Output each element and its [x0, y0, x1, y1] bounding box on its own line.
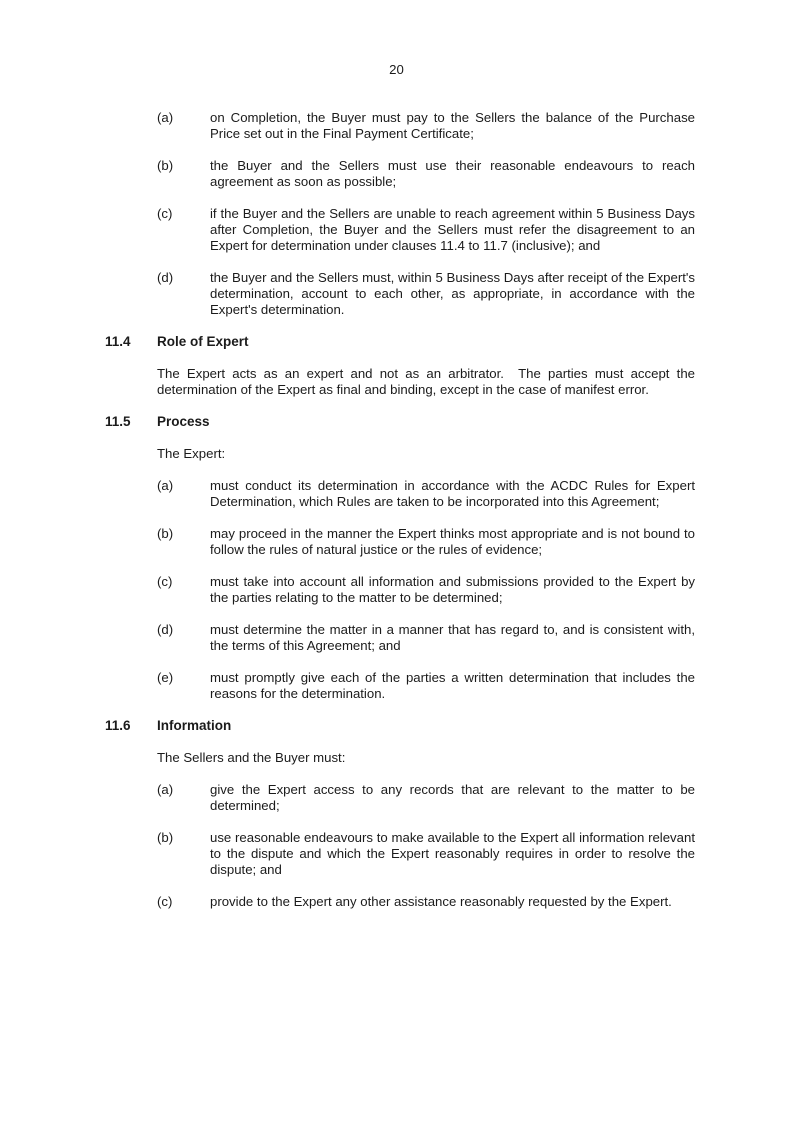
- section-list: [105, 478, 699, 702]
- list-item-text: give the Expert access to any records that are relevant to the matter to be determined;: [210, 782, 699, 813]
- list-item-text: may proceed in the manner the Expert thinks most appropriate and is not bound to follow the rules of natural justice or the rules of evidence;: [210, 526, 699, 557]
- section: [105, 414, 699, 702]
- list-item-text: the Buyer and the Sellers must, within 5 Business Days after receipt of the Expert's determination, account to each other, as appropriate, in accordance with the Expert's determination.: [210, 270, 699, 317]
- list-item: [157, 574, 699, 606]
- list-item-marker: (c): [157, 206, 173, 221]
- section-title: Role of Expert: [157, 334, 249, 349]
- section-number: 11.6: [105, 718, 131, 733]
- list-item-marker: (e): [157, 670, 174, 685]
- list-item: [157, 526, 699, 558]
- list-item: [157, 670, 699, 702]
- list-item: [157, 206, 699, 254]
- list-item: [157, 110, 699, 142]
- list-item: [157, 894, 695, 910]
- page-number: 20: [389, 62, 404, 77]
- section-heading: [105, 414, 695, 430]
- section-heading: [105, 334, 695, 350]
- list-item-text: provide to the Expert any other assistance reasonably requested by the Expert.: [210, 894, 672, 909]
- sections-container: [105, 334, 699, 910]
- section-paragraph: The Expert acts as an expert and not as an arbitrator. The parties must accept the determination of the Expert as final and binding, except in the case of manifest error.: [157, 366, 699, 397]
- list-item-marker: (d): [157, 270, 174, 285]
- list-item: [157, 830, 699, 878]
- list-item: [157, 270, 699, 318]
- intro-list: [105, 110, 699, 318]
- list-item-marker: (b): [157, 158, 174, 173]
- list-item-marker: (a): [157, 478, 174, 493]
- list-item-text: if the Buyer and the Sellers are unable to reach agreement within 5 Business Days after Completion, the Buyer and the Sellers must refer the disagreement to an Expert for determination under clauses 11.4 to 11.7 (inclusive); and: [210, 206, 699, 253]
- section-paragraph: The Expert:: [157, 446, 226, 461]
- section: [105, 334, 699, 398]
- section-title: Information: [157, 718, 232, 733]
- list-item-marker: (a): [157, 110, 174, 125]
- list-item-marker: (a): [157, 782, 174, 797]
- list-item-marker: (c): [157, 894, 173, 909]
- list-item: [157, 622, 699, 654]
- list-item-marker: (d): [157, 622, 174, 637]
- list-item: [157, 782, 699, 814]
- list-item-marker: (b): [157, 830, 174, 845]
- list-item-text: the Buyer and the Sellers must use their reasonable endeavours to reach agreement as soon as possible;: [210, 158, 699, 189]
- section-list: [105, 782, 699, 910]
- list-item-text: must promptly give each of the parties a written determination that includes the reasons for the determination.: [210, 670, 699, 701]
- list-item-text: must determine the matter in a manner that has regard to, and is consistent with, the terms of this Agreement; and: [210, 622, 699, 653]
- page-content: [105, 110, 699, 926]
- list-item: [157, 478, 699, 510]
- list-item-text: must take into account all information and submissions provided to the Expert by the parties relating to the matter to be determined;: [210, 574, 699, 605]
- section: [105, 718, 699, 910]
- list-item-text: on Completion, the Buyer must pay to the Sellers the balance of the Purchase Price set out in the Final Payment Certificate;: [210, 110, 699, 141]
- section-number: 11.4: [105, 334, 131, 349]
- section-heading: [105, 718, 695, 734]
- list-item-marker: (b): [157, 526, 174, 541]
- section-paragraph: The Sellers and the Buyer must:: [157, 750, 346, 765]
- section-number: 11.5: [105, 414, 131, 429]
- list-item-text: must conduct its determination in accordance with the ACDC Rules for Expert Determination, which Rules are taken to be incorporated into this Agreement;: [210, 478, 699, 509]
- section-title: Process: [157, 414, 210, 429]
- list-item-marker: (c): [157, 574, 173, 589]
- list-item-text: use reasonable endeavours to make available to the Expert all information relevant to the dispute and which the Expert reasonably requires in order to resolve the dispute; and: [210, 830, 699, 877]
- list-item: [157, 158, 699, 190]
